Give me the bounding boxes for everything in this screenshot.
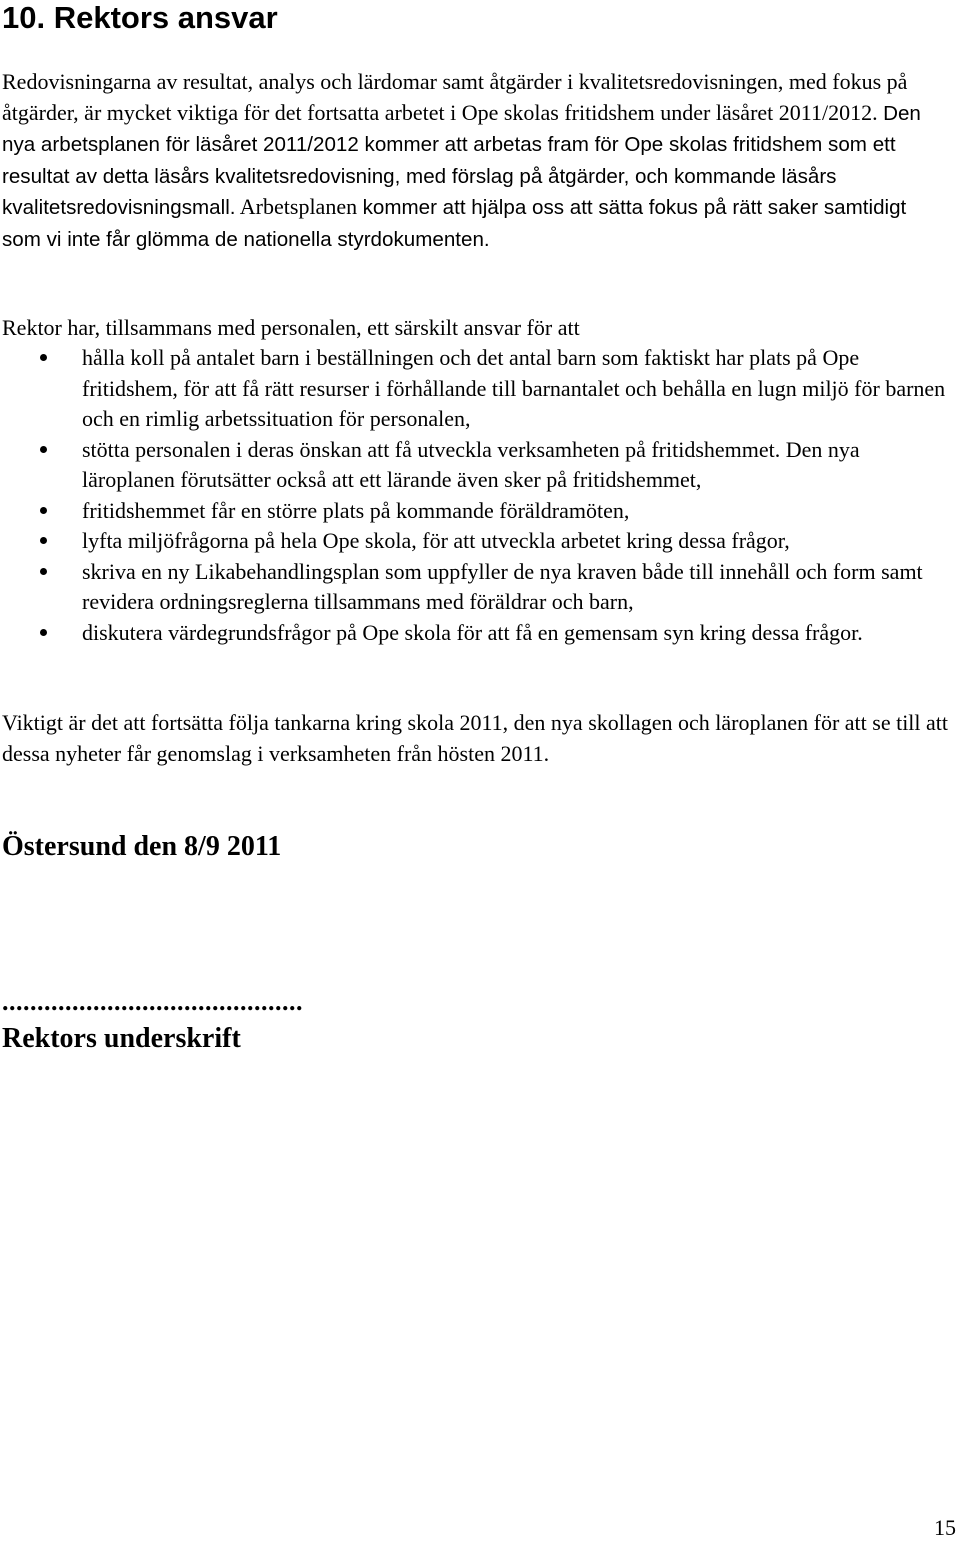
page-number: 15 — [934, 1515, 956, 1540]
signature-line: ........................................... — [2, 987, 303, 1016]
responsibility-list — [0, 343, 950, 648]
intro-text-sans-1: Den nya arbetsplanen för läsåret 2011/2012 kommer att arbetas fram för Ope skolas fritidshem som ett resultat av detta läsårs kvalitetsredovisning, med förslag på åtgärder, och kommande läsårs kvalitetsredovisningsmall. — [2, 101, 921, 219]
list-item — [0, 343, 950, 435]
list-item — [0, 557, 950, 618]
intro-text-serif-1: Redovisningarna av resultat, analys och lärdomar samt åtgärder i kvalitetsredovisningen, med fokus på åtgärder, är mycket viktiga för det fortsatta arbetet i Ope skolas fritidshem under läsåret 2011/2012. — [2, 69, 908, 125]
intro-paragraph — [2, 67, 947, 255]
list-item-text: hålla koll på antalet barn i beställningen och det antal barn som faktiskt har plats på Ope fritidshem, för att få rätt resurser i förhållande till barnantalet och behålla en lugn miljö för barnen och en rimlig arbetssituation för personalen, — [82, 345, 946, 431]
bullet-icon — [40, 568, 47, 575]
list-item-text: fritidshemmet får en större plats på kommande föräldramöten, — [82, 497, 630, 523]
bullet-icon — [40, 537, 47, 544]
intro-text-serif-2: Arbetsplanen — [239, 194, 358, 219]
bullet-icon — [40, 354, 47, 361]
section-heading: 10. Rektors ansvar — [2, 0, 278, 35]
list-item — [0, 526, 950, 557]
signature-label: Rektors underskrift — [2, 1023, 241, 1054]
bullet-icon — [40, 629, 47, 636]
list-item — [0, 618, 950, 649]
list-item — [0, 496, 950, 527]
list-item — [0, 435, 950, 496]
intro-text-sans-2: kommer att hjälpa oss att sätta fokus på rätt saker samtidigt som vi inte får glömma de nationella styrdokumenten. — [2, 196, 907, 251]
list-item-text: diskutera värdegrundsfrågor på Ope skola för att få en gemensam syn kring dessa frågor. — [82, 619, 863, 645]
responsibility-lead: Rektor har, tillsammans med personalen, ett särskilt ansvar för att — [2, 315, 580, 340]
list-item-text: stötta personalen i deras önskan att få utveckla verksamheten på fritidshemmet. Den nya läroplanen förutsätter också att ett lärande även sker på fritidshemmet, — [82, 436, 860, 492]
list-item-text: lyfta miljöfrågorna på hela Ope skola, för att utveckla arbetet kring dessa frågor, — [82, 528, 790, 553]
list-item-text: skriva en ny Likabehandlingsplan som uppfyller de nya kraven både till innehåll och form samt revidera ordningsreglerna tillsammans med föräldrar och barn, — [82, 558, 923, 614]
place-and-date: Östersund den 8/9 2011 — [2, 831, 282, 862]
closing-paragraph: Viktigt är det att fortsätta följa tankarna kring skola 2011, den nya skollagen och läroplanen för att se till att dessa nyheter får genomslag i verksamheten från hösten 2011. — [2, 710, 949, 766]
bullet-icon — [40, 446, 47, 453]
bullet-icon — [40, 507, 47, 514]
